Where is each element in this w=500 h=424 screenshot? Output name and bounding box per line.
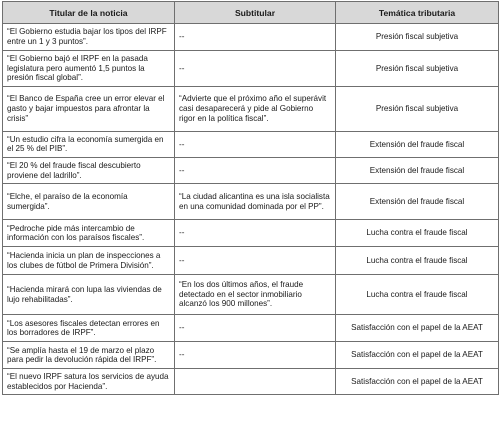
cell-tematica: Presión fiscal subjetiva (336, 51, 499, 87)
table-body (3, 24, 499, 395)
cell-tematica: Lucha contra el fraude fiscal (336, 220, 499, 247)
header-titular: Titular de la noticia (3, 2, 175, 24)
cell-tematica: Extensión del fraude fiscal (336, 131, 499, 157)
cell-titular: “El Gobierno bajó el IRPF en la pasada legislatura pero aumentó 1,5 puntos la presión fiscal global”. (3, 51, 175, 87)
header-tematica: Temática tributaria (336, 2, 499, 24)
cell-titular: “Un estudio cifra la economía sumergida en el 25 % del PIB”. (3, 131, 175, 157)
cell-subtitular: -- (175, 24, 336, 51)
cell-subtitular: “En los dos últimos años, el fraude detectado en el sector inmobiliario alcanzó los 900 millones”. (175, 275, 336, 315)
table-row (3, 184, 499, 220)
table-row (3, 220, 499, 247)
news-table-container (2, 1, 498, 395)
table-row (3, 369, 499, 395)
cell-tematica: Extensión del fraude fiscal (336, 184, 499, 220)
table-row (3, 51, 499, 87)
table-row (3, 24, 499, 51)
cell-subtitular (175, 369, 336, 395)
table-row (3, 247, 499, 275)
table-row (3, 315, 499, 342)
table-row (3, 86, 499, 131)
cell-subtitular: “La ciudad alicantina es una isla socialista en una comunidad dominada por el PP”. (175, 184, 336, 220)
cell-subtitular: -- (175, 247, 336, 275)
cell-subtitular: -- (175, 131, 336, 157)
header-subtitular: Subtitular (175, 2, 336, 24)
cell-titular: “Hacienda mirará con lupa las viviendas de lujo rehabilitadas”. (3, 275, 175, 315)
cell-subtitular: -- (175, 315, 336, 342)
cell-tematica: Satisfacción con el papel de la AEAT (336, 369, 499, 395)
cell-subtitular: -- (175, 220, 336, 247)
cell-titular: “Elche, el paraíso de la economía sumergida”. (3, 184, 175, 220)
cell-titular: “El Gobierno estudia bajar los tipos del IRPF entre un 1 y 3 puntos”. (3, 24, 175, 51)
table-row (3, 157, 499, 183)
cell-subtitular: -- (175, 51, 336, 87)
cell-tematica: Satisfacción con el papel de la AEAT (336, 342, 499, 369)
cell-titular: “Los asesores fiscales detectan errores en los borradores de IRPF”. (3, 315, 175, 342)
cell-titular: “Hacienda inicia un plan de inspecciones a los clubes de fútbol de Primera División”. (3, 247, 175, 275)
cell-titular: “Se amplía hasta el 19 de marzo el plazo para pedir la devolución rápida del IRPF”. (3, 342, 175, 369)
cell-tematica: Presión fiscal subjetiva (336, 24, 499, 51)
cell-subtitular: -- (175, 157, 336, 183)
table-row (3, 342, 499, 369)
cell-subtitular: “Advierte que el próximo año el superávit casi desaparecerá y pide al Gobierno rigor en la política fiscal”. (175, 86, 336, 131)
header-row (3, 2, 499, 24)
cell-tematica: Lucha contra el fraude fiscal (336, 247, 499, 275)
cell-tematica: Lucha contra el fraude fiscal (336, 275, 499, 315)
cell-titular: “El nuevo IRPF satura los servicios de ayuda establecidos por Hacienda”. (3, 369, 175, 395)
news-table (2, 1, 499, 395)
cell-titular: “El 20 % del fraude fiscal descubierto proviene del ladrillo”. (3, 157, 175, 183)
table-row (3, 275, 499, 315)
cell-titular: “Pedroche pide más intercambio de información con los paraísos fiscales”. (3, 220, 175, 247)
cell-titular: “El Banco de España cree un error elevar el gasto y bajar impuestos para afrontar la crisis” (3, 86, 175, 131)
cell-tematica: Presión fiscal subjetiva (336, 86, 499, 131)
cell-tematica: Satisfacción con el papel de la AEAT (336, 315, 499, 342)
table-row (3, 131, 499, 157)
cell-tematica: Extensión del fraude fiscal (336, 157, 499, 183)
cell-subtitular: -- (175, 342, 336, 369)
